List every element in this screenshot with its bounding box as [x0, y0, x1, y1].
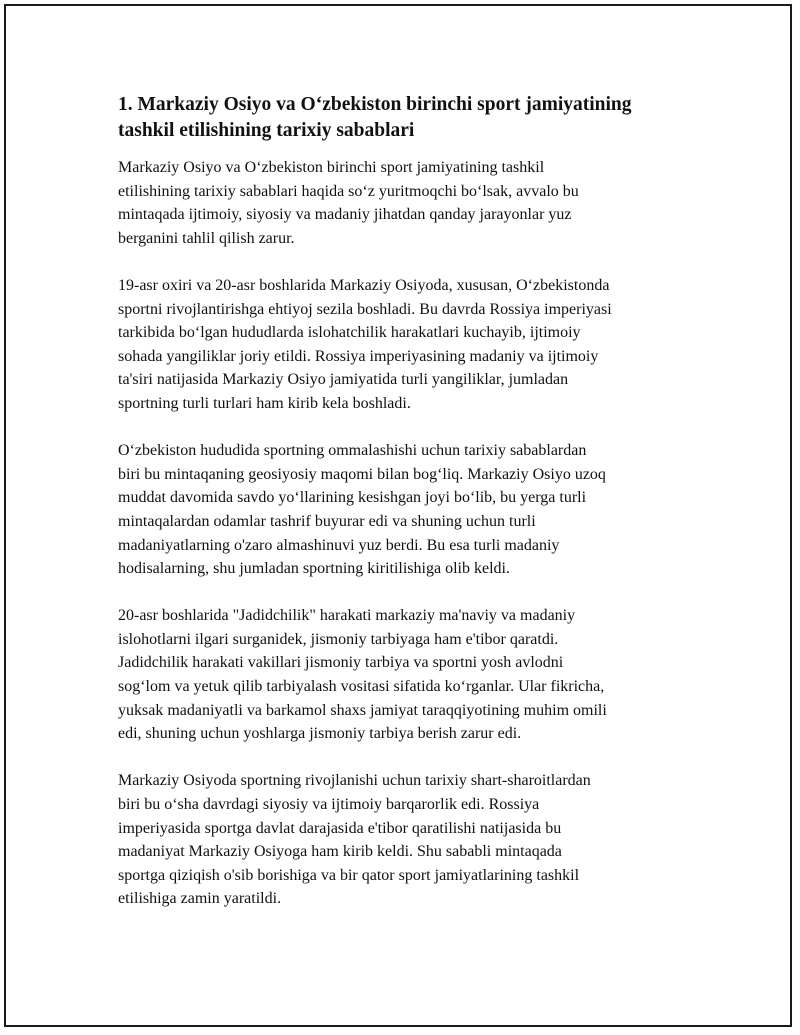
text-line: sportni rivojlantirishga ehtiyoj sezila boshladi. Bu davrda Rossiya imperiyasi	[118, 300, 612, 318]
paragraph-5	[118, 769, 698, 911]
paragraph-3	[118, 439, 698, 581]
text-line: imperiyasida sportga davlat darajasida e'tibor qaratilishi natijasida bu	[118, 819, 562, 837]
text-line: Markaziy Osiyo va O‘zbekiston birinchi sport jamiyatining tashkil	[118, 159, 545, 176]
text-line: sportga qiziqish o'sib borishiga va bir qator sport jamiyatlarining tashkil	[118, 866, 580, 884]
text-line: Markaziy Osiyoda sportning rivojlanishi uchun tarixiy shart-sharoitlardan	[118, 772, 591, 790]
text-line: edi, shuning uchun yoshlarga jismoniy tarbiya berish zarur edi.	[118, 725, 522, 743]
text-line: 19-asr oxiri va 20-asr boshlarida Markaziy Osiyoda, xususan, O‘zbekistonda	[118, 276, 610, 294]
text-line: biri bu mintaqaning geosiyosiy maqomi bilan bog‘liq. Markaziy Osiyo uzoq	[118, 465, 606, 483]
text-line: ta'siri natijasida Markaziy Osiyo jamiyatida turli yangiliklar, jumladan	[118, 371, 569, 389]
text-line: sog‘lom va yetuk qilib tarbiyalash vositasi sifatida ko‘rganlar. Ular fikricha,	[118, 678, 605, 696]
text-line: tarkibida bo‘lgan hududlarda islohatchilik harakatlari kuchayib, ijtimoiy	[118, 324, 581, 342]
text-line: biri bu o‘sha davrdagi siyosiy va ijtimoiy barqarorlik edi. Rossiya	[118, 796, 540, 814]
heading-line: tashkil etilishining tarixiy sabablari	[118, 120, 415, 141]
text-line: sohada yangiliklar joriy etildi. Rossiya imperiyasining madaniy va ijtimoiy	[118, 347, 599, 365]
text-line: madaniyat Markaziy Osiyoga ham kirib keldi. Shu sababli mintaqada	[118, 843, 562, 861]
text-line: islohotlarni ilgari surganidek, jismoniy tarbiyaga ham e'tibor qaratdi.	[118, 630, 559, 648]
text-line: Jadidchilik harakati vakillari jismoniy tarbiya va sportni yosh avlodni	[118, 654, 564, 672]
section-heading	[118, 92, 698, 144]
text-line: etilishining tarixiy sabablari haqida so‘z yuritmoqchi bo‘lsak, avvalo bu	[118, 182, 579, 200]
heading-line: 1. Markaziy Osiyo va O‘zbekiston birinchi sport jamiyatining	[118, 94, 632, 115]
text-line: madaniyatlarning o'zaro almashinuvi yuz berdi. Bu esa turli madaniy	[118, 536, 560, 554]
text-line: berganini tahlil qilish zarur.	[118, 229, 295, 247]
text-line: hodisalarning, shu jumladan sportning kiritilishiga olib keldi.	[118, 560, 510, 578]
text-line: etilishiga zamin yaratildi.	[118, 890, 282, 908]
paragraph-2	[118, 274, 698, 416]
text-line: muddat davomida savdo yo‘llarining kesishgan joyi bo‘lib, bu yerga turli	[118, 489, 587, 507]
paragraph-1	[118, 156, 698, 250]
text-line: sportning turli turlari ham kirib kela boshladi.	[118, 394, 411, 412]
document-body	[118, 92, 698, 935]
text-line: O‘zbekiston hududida sportning ommalashishi uchun tarixiy sabablardan	[118, 442, 587, 460]
text-line: 20-asr boshlarida "Jadidchilik" harakati markaziy ma'naviy va madaniy	[118, 607, 576, 625]
text-line: mintaqada ijtimoiy, siyosiy va madaniy jihatdan qanday jarayonlar yuz	[118, 206, 572, 224]
paragraph-4	[118, 604, 698, 746]
text-line: yuksak madaniyatli va barkamol shaxs jamiyat taraqqiyotining muhim omili	[118, 701, 607, 719]
text-line: mintaqalardan odamlar tashrif buyurar edi va shuning uchun turli	[118, 512, 536, 530]
